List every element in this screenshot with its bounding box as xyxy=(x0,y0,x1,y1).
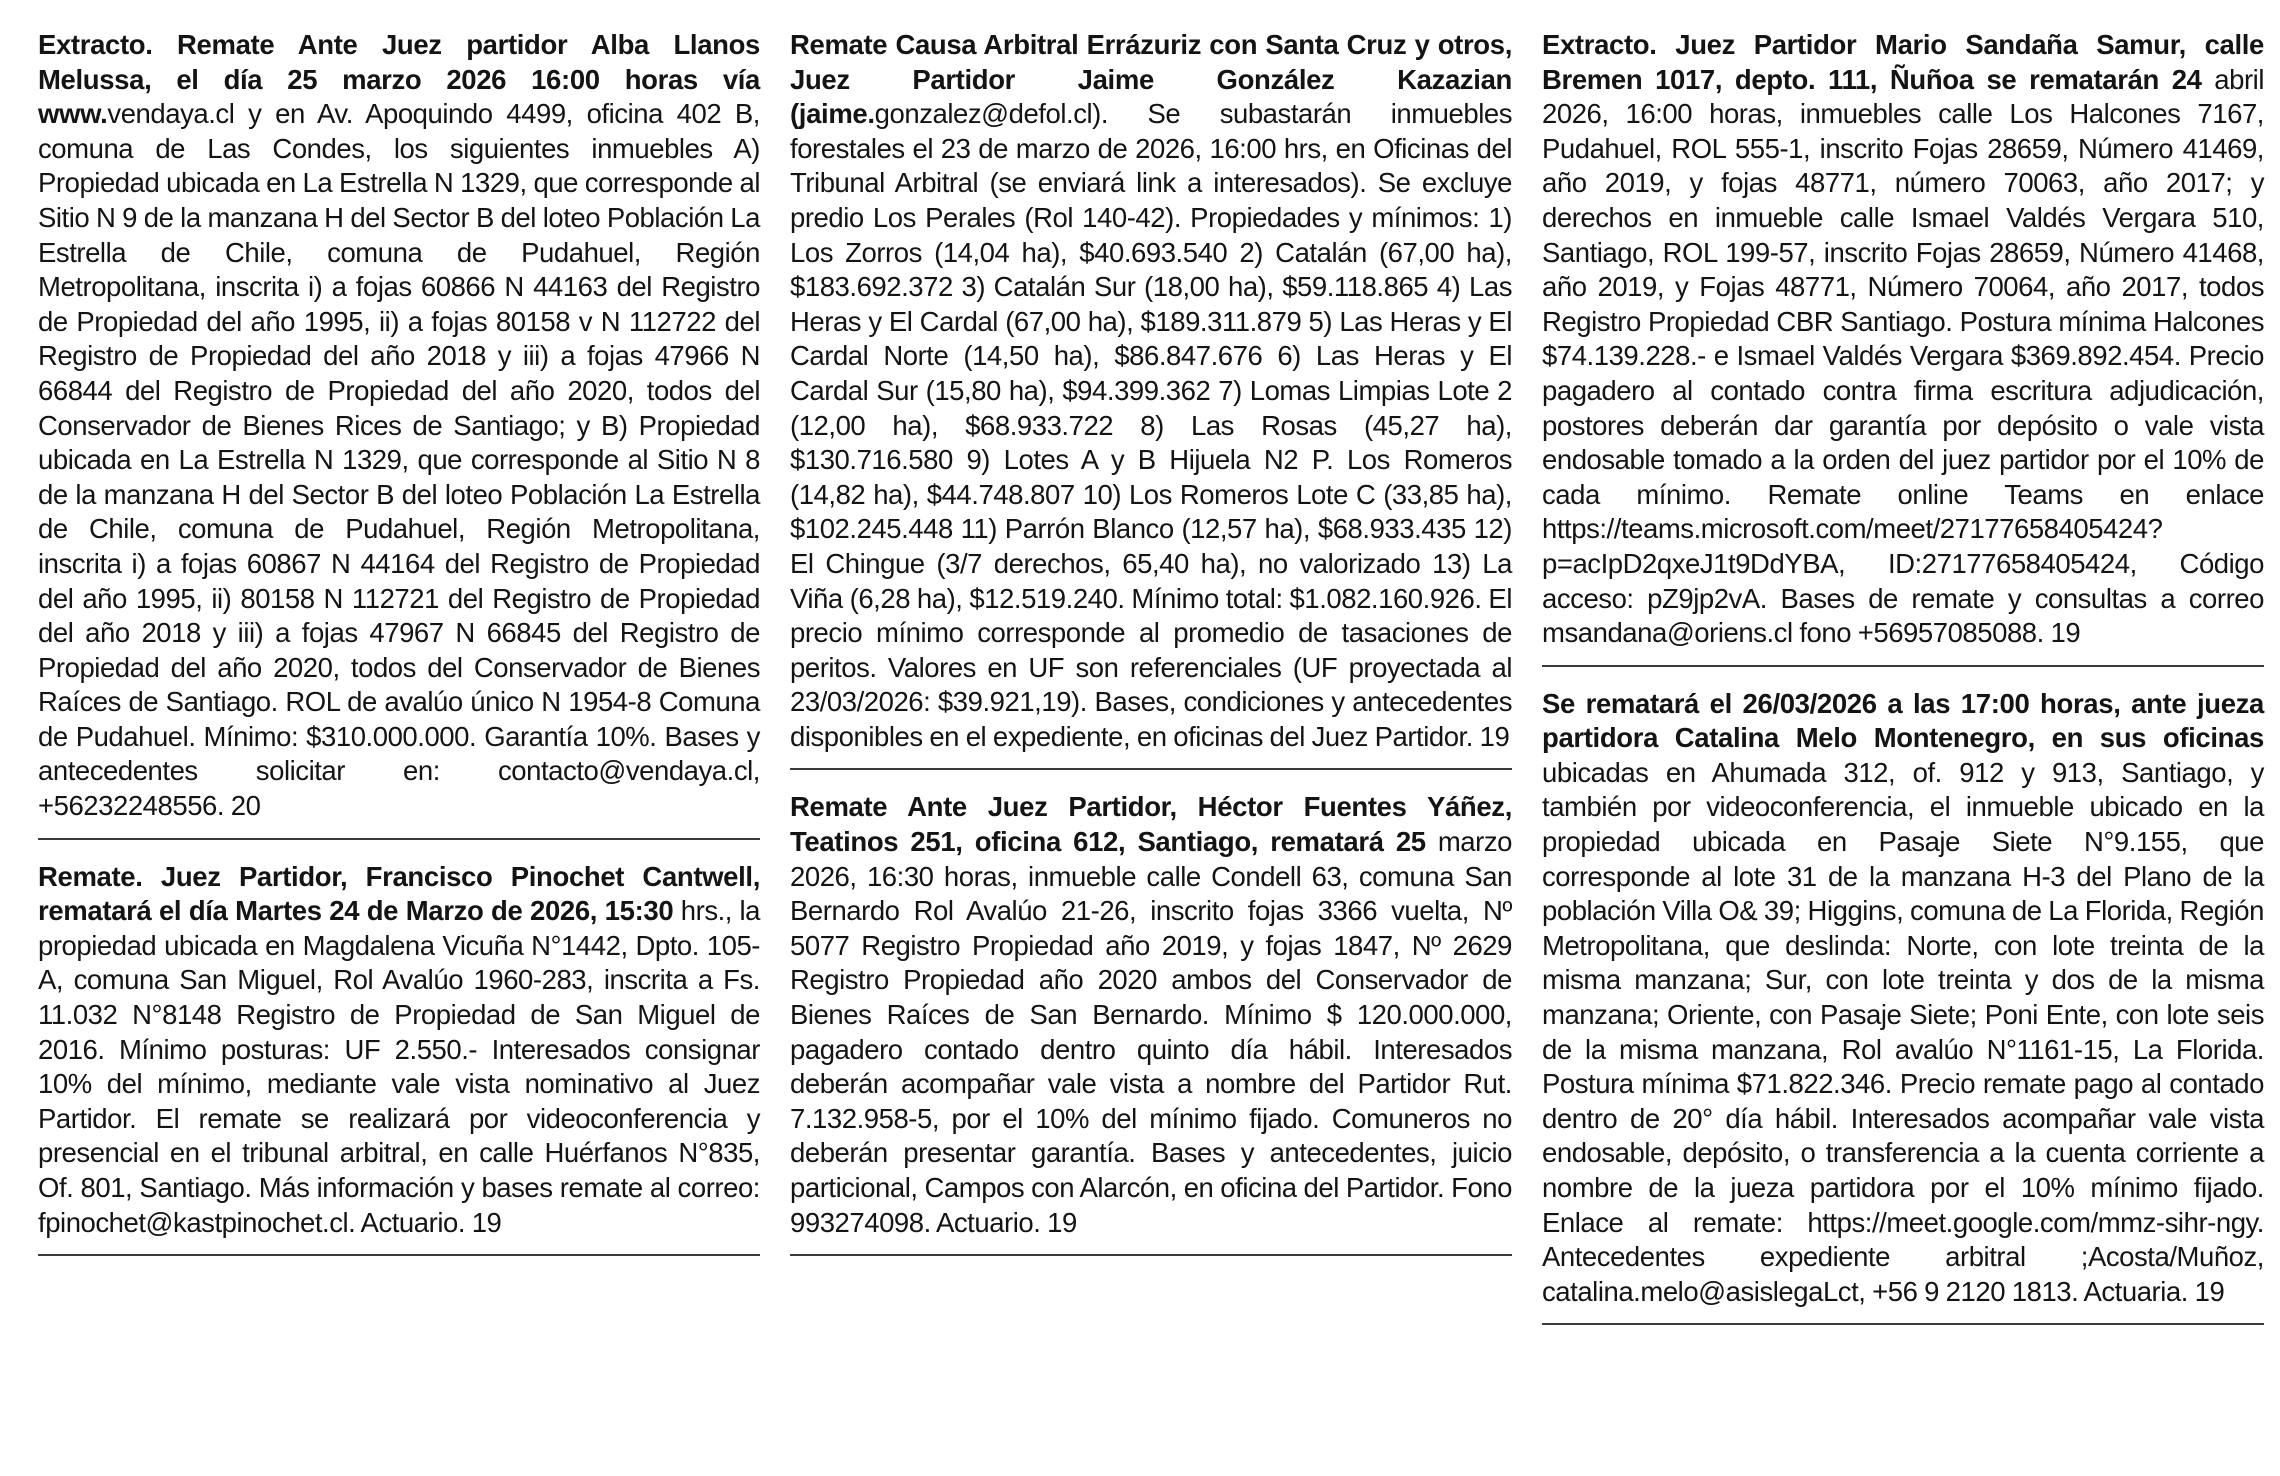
notice-heading: Extracto. Remate Ante Juez partidor Alba Llanos Melussa, el día 25 marzo 2026 16:00 horas vía www. xyxy=(38,29,760,130)
notice-divider xyxy=(790,1254,1512,1256)
notice-divider xyxy=(38,838,760,840)
notice-heading: Se rematará el 26/03/2026 a las 17:00 horas, ante jueza partidora Catalina Melo Montenegro, en sus oficinas xyxy=(1542,687,2264,754)
notice-heading: Remate. Juez Partidor, Francisco Pinochet Cantwell, rematará el día Martes 24 de Marzo de 2026, 15:30 xyxy=(38,860,760,927)
notice-remate-pinochet xyxy=(38,860,760,1255)
notice-remate-melo xyxy=(1542,687,2264,1324)
notice-heading: Remate Ante Juez Partidor, Héctor Fuentes Yáñez, Teatinos 251, oficina 612, Santiago, rematará 25 xyxy=(790,791,1512,858)
column-2 xyxy=(790,28,1512,1276)
notice-body: hrs., la propiedad ubicada en Magdalena Vicuña N°1442, Dpto. 105-A, comuna San Miguel, Rol Avalúo 1960-283, inscrita a Fs. 11.032 N°8148 Registro de Propiedad de San Miguel de 2016. Mínimo posturas: UF 2.550.- Interesados consignar 10% del mínimo, mediante vale vista nominativo al Juez Partidor. El remate se realizará por videoconferencia y presencial en el tribunal arbitral, en calle Huérfanos N°835, Of. 801, Santiago. Más información y bases remate al correo: fpinochet@kastpinochet.cl. Actuario. 19 xyxy=(38,895,760,1238)
notice-remate-sandana xyxy=(1542,28,2264,665)
notice-body: marzo 2026, 16:30 horas, inmueble calle Condell 63, comuna San Bernardo Rol Avalúo 21-26, inscrito fojas 3366 vuelta, Nº 5077 Registro Propiedad año 2019, y fojas 1847, Nº 2629 Registro Propiedad año 2020 ambos del Conservador de Bienes Raíces de San Bernardo. Mínimo $ 120.000.000, pagadero contado dentro quinto día hábil. Interesados deberán acompañar vale vista a nombre del Partidor Rut. 7.132.958-5, por el 10% del mínimo fijado. Comuneros no deberán presentar garantía. Bases y antecedentes, juicio particional, Campos con Alarcón, en oficina del Partidor. Fono 993274098. Actuario. 19 xyxy=(790,826,1512,1238)
notice-divider xyxy=(790,768,1512,770)
column-1 xyxy=(38,28,760,1276)
notice-heading: Remate Causa Arbitral Errázuriz con Santa Cruz y otros, Juez Partidor Jaime González Kazazian (jaime. xyxy=(790,29,1512,130)
notice-body: abril 2026, 16:00 horas, inmuebles calle Los Halcones 7167, Pudahuel, ROL 555-1, inscrito Fojas 28659, Número 41469, año 2019, y fojas 48771, número 70063, año 2017; y derechos en inmueble calle Ismael Valdés Vergara 510, Santiago, ROL 199-57, inscrito Fojas 28659, Número 41468, año 2019, y Fojas 48771, Número 70064, año 2017, todos Registro Propiedad CBR Santiago. Postura mínima Halcones $74.139.228.- e Ismael Valdés Vergara $369.892.454. Precio pagadero al contado contra firma escritura adjudicación, postores deberán dar garantía por depósito o vale vista endosable tomado a la orden del juez partidor por el 10% de cada mínimo. Remate online Teams en enlace https://teams.microsoft.com/meet/27177658405424?p=acIpD2qxeJ1t9DdYBA, ID:27177658405424, Código acceso: pZ9jp2vA. Bases de remate y consultas a correo msandana@oriens.cl fono +56957085088. 19 xyxy=(1542,63,2265,649)
notice-divider xyxy=(1542,1323,2264,1325)
notice-body: vendaya.cl y en Av. Apoquindo 4499, oficina 402 B, comuna de Las Condes, los siguientes inmuebles A) Propiedad ubicada en La Estrella N 1329, que corresponde al Sitio N 9 de la manzana H del Sector B del loteo Población La Estrella de Chile, comuna de Pudahuel, Región Metropolitana, inscrita i) a fojas 60866 N 44163 del Registro de Propiedad del año 1995, ii) a fojas 80158 v N 112722 del Registro de Propiedad del año 2018 y iii) a fojas 47966 N 66844 del Registro de Propiedad del año 2020, todos del Conservador de Bienes Rices de Santiago; y B) Propiedad ubicada en La Estrella N 1329, que corresponde al Sitio N 8 de la manzana H del Sector B del loteo Población La Estrella de Chile, comuna de Pudahuel, Región Metropolitana, inscrita i) a fojas 60867 N 44164 del Registro de Propiedad del año 1995, ii) 80158 N 112721 del Registro de Propiedad del año 2018 y iii) a fojas 47967 N 66845 del Registro de Propiedad del año 2020, todos del Conservador de Bienes Raíces de Santiago. ROL de avalúo único N 1954-8 Comuna de Pudahuel. Mínimo: $310.000.000. Garantía 10%. Bases y antecedentes solicitar en: contacto@vendaya.cl, +56232248556. 20 xyxy=(38,98,760,822)
notice-remate-fuentes xyxy=(790,790,1512,1254)
notice-body: gonzalez@defol.cl). Se subastarán inmuebles forestales el 23 de marzo de 2026, 16:00 hrs, en Oficinas del Tribunal Arbitral (se enviará link a interesados). Se excluye predio Los Perales (Rol 140-42). Propiedades y mínimos: 1) Los Zorros (14,04 ha), $40.693.540 2) Catalán (67,00 ha), $183.692.372 3) Catalán Sur (18,00 ha), $59.118.865 4) Las Heras y El Cardal (67,00 ha), $189.311.879 5) Las Heras y El Cardal Norte (14,50 ha), $86.847.676 6) Las Heras y El Cardal Sur (15,80 ha), $94.399.362 7) Lomas Limpias Lote 2 (12,00 ha), $68.933.722 8) Las Rosas (45,27 ha), $130.716.580 9) Lotes A y B Hijuela N2 P. Los Romeros (14,82 ha), $44.748.807 10) Los Romeros Lote C (33,85 ha), $102.245.448 11) Parrón Blanco (12,57 ha), $68.933.435 12) El Chingue (3/7 derechos, 65,40 ha), no valorizado 13) La Viña (6,28 ha), $12.519.240. Mínimo total: $1.082.160.926. El precio mínimo corresponde al promedio de tasaciones de peritos. Valores en UF son referenciales (UF proyectada al 23/03/2026: $39.921,19). Bases, condiciones y antecedentes disponibles en el expediente, en oficinas del Juez Partidor. 19 xyxy=(790,98,1512,752)
column-3 xyxy=(1542,28,2264,1345)
notice-heading: Extracto. Juez Partidor Mario Sandaña Samur, calle Bremen 1017, depto. 111, Ñuñoa se rematarán 24 xyxy=(1542,29,2264,95)
notice-remate-errazuriz xyxy=(790,28,1512,768)
notice-remate-alba-llanos xyxy=(38,28,760,838)
notice-divider xyxy=(1542,665,2264,667)
notice-body: ubicadas en Ahumada 312, of. 912 y 913, Santiago, y también por videoconferencia, el inmueble ubicado en la propiedad ubicada en Pasaje Siete N°9.155, que corresponde al lote 31 de la manzana H-3 del Plano de la población Villa O& 39; Higgins, comuna de La Florida, Región Metropolitana, que deslinda: Norte, con lote treinta de la misma manzana; Sur, con lote treinta y dos de la misma manzana; Oriente, con Pasaje Siete; Poni Ente, con lote seis de la misma manzana, Rol avalúo N°1161-15, La Florida. Postura mínima $71.822.346. Precio remate pago al contado dentro de 20° día hábil. Interesados acompañar vale vista endosable, depósito, o transferencia a la cuenta corriente a nombre de la jueza partidora por el 10% mínimo fijado. Enlace al remate: https://meet.google.com/mmz-sihr-ngy. Antecedentes expediente arbitral ;Acosta/Muñoz, catalina.melo@asislegaLct, +56 9 2120 1813. Actuaria. 19 xyxy=(1542,756,2264,1307)
notice-divider xyxy=(38,1254,760,1256)
